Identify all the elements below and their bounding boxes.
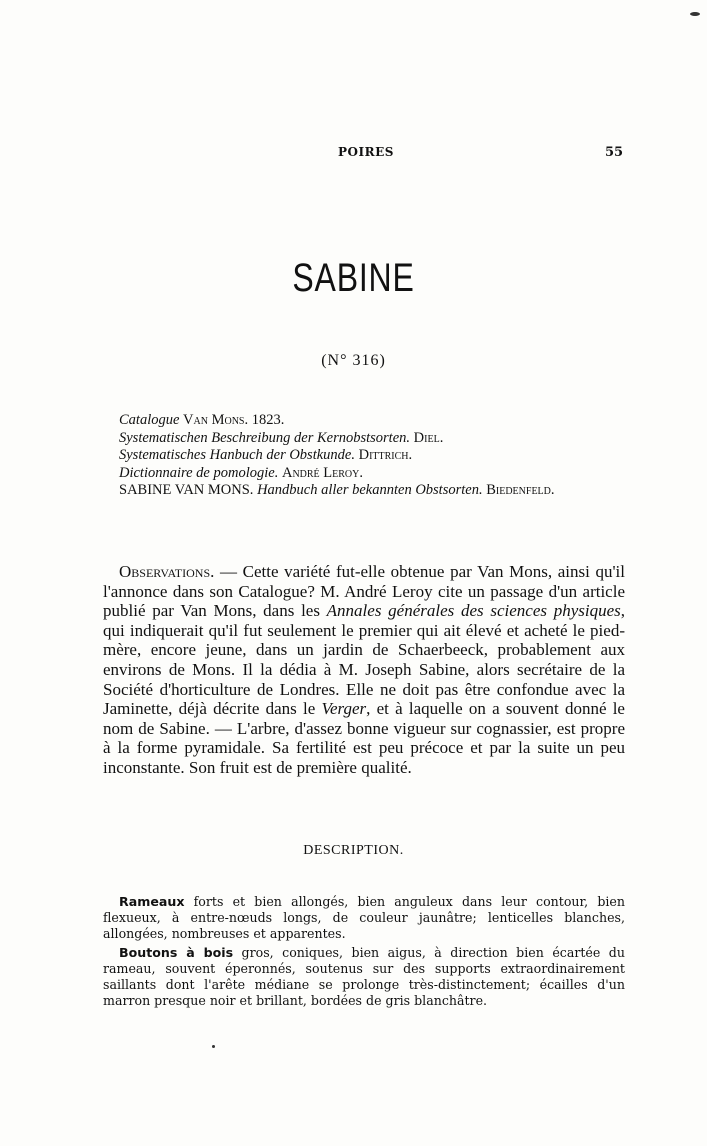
references [103, 412, 623, 500]
ref-author: Biedenfeld [486, 482, 551, 498]
ref-rest: . 1823. [244, 412, 285, 428]
reference [103, 447, 623, 465]
italic-text: Verger [321, 699, 367, 719]
page-title: SABINE [292, 256, 415, 300]
page-number: 55 [605, 145, 624, 160]
ref-rest: . [359, 464, 363, 481]
reference [103, 482, 623, 500]
ink-speck [690, 12, 700, 16]
italic-text: Annales générales des sciences physiques [326, 601, 621, 621]
text: , qui indiquerait qu'il fut seulement le premier qui ait élevé et acheté le pied-mère, encore jeune, dans un jardin de Schaerbeeck, probablement aux environs de Mons. Il la dédia à M. Joseph Sabine, alors secrétaire de la Société d'horticulture de Londres. Elle ne doit pas être confondue avec la Jaminette, déjà décrite dans le [103, 601, 625, 719]
ref-title: Systematisches Hanbuch der Obstkunde. [119, 447, 355, 463]
observations-label: Observations [119, 562, 211, 581]
ref-author: Dittrich [358, 447, 409, 463]
reference [103, 412, 623, 430]
ref-rest: . [439, 429, 444, 446]
description-paragraph [103, 894, 625, 942]
ink-speck [212, 1045, 215, 1048]
term: Rameaux [119, 894, 185, 909]
reference [103, 430, 623, 448]
ref-author: Diel [413, 429, 440, 446]
running-head: POIRES [338, 145, 394, 159]
text: forts et bien allongés, bien anguleux dans leur contour, bien flexueux, à entre-nœuds longs, de couleur jaunâtre; lenticelles blanches, allongées, nombreuses et apparentes. [103, 894, 625, 941]
description [103, 894, 625, 1012]
description-paragraph [103, 945, 625, 1009]
ref-prefix: SABINE VAN MONS. [119, 482, 254, 498]
ref-rest: . [550, 482, 555, 498]
ref-title: Dictionnaire de pomologie. [119, 464, 279, 481]
text: gros, coniques, bien aigus, à direction bien écartée du rameau, souvent éperonnés, soutenus sur des supports extraordinairement saillants dont l'arête médiane se prolonge très-distinctement; écailles d'un marron presque noir et brillant, bordées de gris blanchâtre. [103, 945, 625, 1008]
description-heading: DESCRIPTION. [303, 843, 404, 858]
text: . — Cette variété fut-elle obtenue par Van Mons, ainsi qu'il l'annonce dans son Catalogue? M. André Leroy cite un passage d'un article publié par Van Mons, dans les [103, 562, 625, 621]
reference [103, 465, 623, 483]
ref-rest: . [408, 447, 413, 463]
variety-number: (N° 316) [321, 352, 386, 369]
ref-title: Systematischen Beschreibung der Kernobstsorten. [119, 429, 411, 446]
text: , et à laquelle on a souvent donné le nom de Sabine. — L'arbre, d'assez bonne vigueur sur cognassier, est propre à la forme pyramidale. Sa fertilité est peu précoce et par la suite un peu inconstante. Son fruit est de première qualité. [103, 699, 625, 777]
ref-title: Catalogue [119, 412, 180, 428]
ref-title: Handbuch aller bekannten Obstsorten. [257, 482, 483, 498]
ref-author: André Leroy [281, 464, 360, 481]
observations-paragraph [103, 562, 625, 778]
ref-author: Van Mons [183, 412, 245, 428]
term: Boutons à bois [119, 945, 234, 960]
